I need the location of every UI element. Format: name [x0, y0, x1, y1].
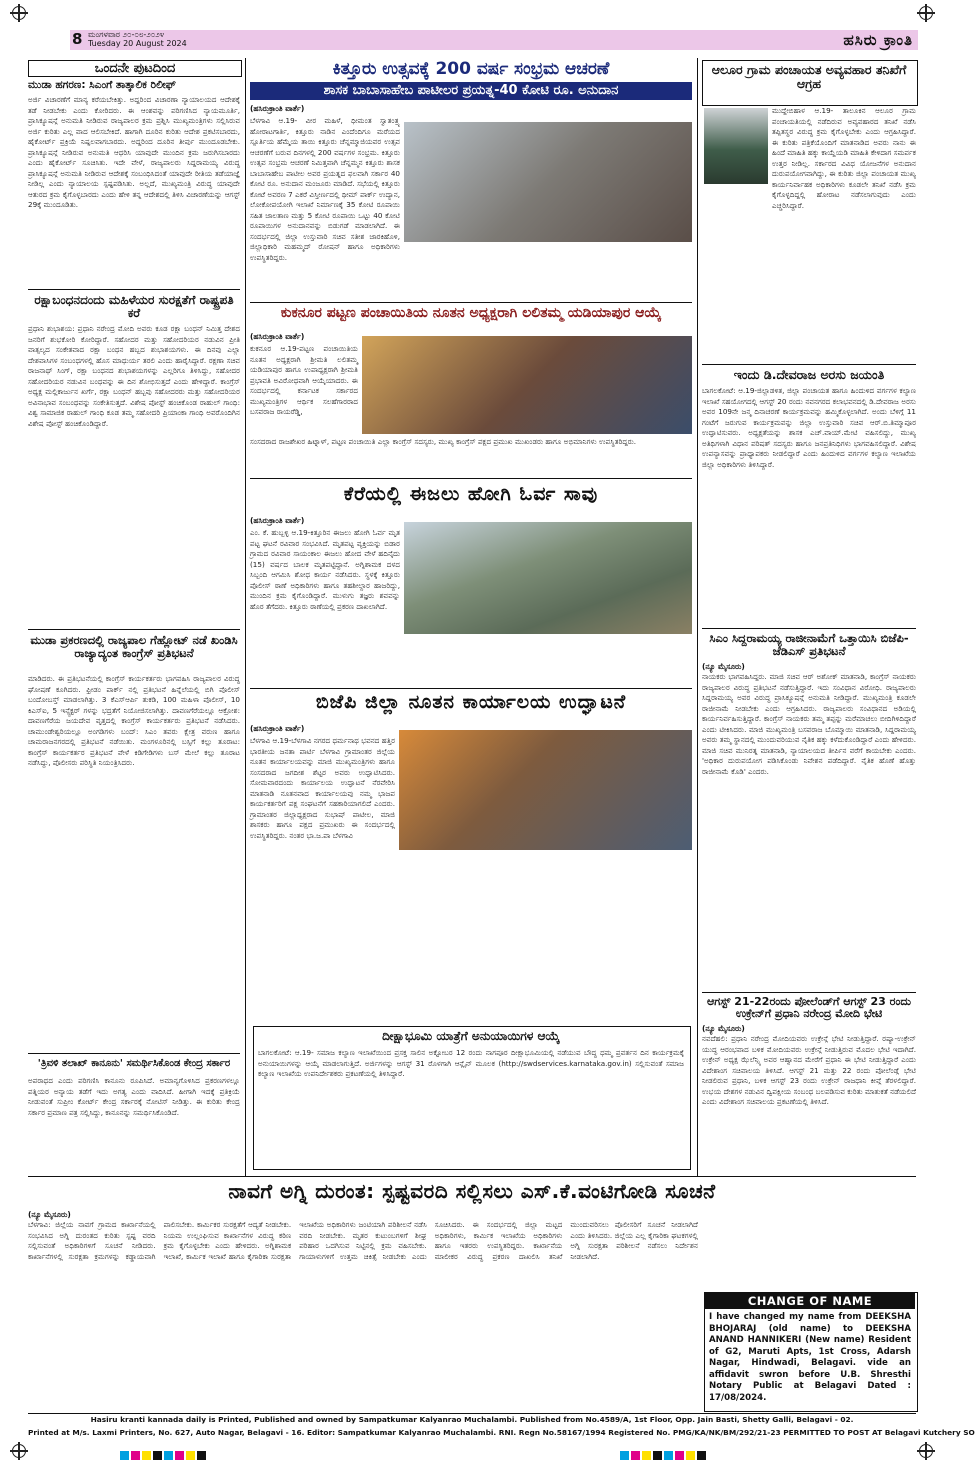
bjp-inauguration-photo — [399, 730, 692, 850]
modi-visit-headline: ಆಗಸ್ಟ್ 21-22ರಂದು ಪೋಲೆಂಡ್‌ಗೆ ಆಗಸ್ಟ್ 23 ರಂದು ಉಕ್ರೇನ್‌ಗೆ ಪ್ರಧಾನಿ ನರೇಂದ್ರ ಮೋದಿ ಭೇಟಿ — [707, 995, 911, 1021]
header-date — [88, 30, 187, 48]
devaraj-text: ಬಾಗಲಕೋಟೆ: ಆ.19-ಜಿಲ್ಲಾಡಳಿತ, ಜಿಲ್ಲಾ ಪಂಚಾಯತ ಹಾಗೂ ಹಿಂದುಳಿದ ವರ್ಗಗಳ ಕಲ್ಯಾಣ ಇಲಾಖೆ ಸಹಯೋಗದಲ್ಲಿ ಆಗಸ್ಟ್ 20 ರಂದು ನವನಗರದ ಕಲಾಭವನದಲ್ಲಿ ಡಿ.ದೇವರಾಜ ಅರಸು ಅವರ 109ನೇ ಜನ್ಮ ದಿನಾಚರಣೆ ಕಾರ್ಯಕ್ರಮವನ್ನು ಹಮ್ಮಿಕೊಳ್ಳಲಾಗಿದೆ. ಅಂದು ಬೆಳಿಗ್ಗೆ 11 ಗಂಟೆಗೆ ಜರುಗುವ ಕಾರ್ಯಕ್ರಮವನ್ನು ಜಿಲ್ಲಾ ಉಸ್ತುವಾರಿ ಸಚಿವ ಆರ್.ಬಿ.ತಿಮ್ಮಾಪೂರ ಉದ್ಘಾಟಿಸುವರು. ಅಧ್ಯಕ್ಷತೆಯನ್ನು ಶಾಸಕ ಎಚ್.ವಾಯ್.ಮೇಟಿ ವಹಿಸಲಿದ್ದು, ಮುಖ್ಯ ಅತಿಥಿಗಳಾಗಿ ವಿಧಾನ ಪರಿಷತ್ ಸದಸ್ಯರು ಹಾಗೂ ಜನಪ್ರತಿನಿಧಿಗಳು ಭಾಗವಹಿಸಲಿದ್ದಾರೆ. ವಿಶೇಷ ಉಪನ್ಯಾಸವನ್ನು ಪ್ರಾಧ್ಯಾಪಕರು ನೀಡಲಿದ್ದಾರೆ ಎಂದು ಹಿಂದುಳಿದ ವರ್ಗಗಳ ಕಲ್ಯಾಣ ಇಲಾಖೆಯ ಜಿಲ್ಲಾ ಅಧಿಕಾರಿಗಳು ತಿಳಿಸಿದ್ದಾರೆ. — [702, 386, 916, 469]
divider — [702, 628, 916, 629]
kittur-meeting-photo — [404, 122, 692, 242]
story4-text: ಅಪರಾಧದ ಎಂದು ಪರಿಗಣಿಸಿ ಕಾನೂನು ರೂಪಿಸಿದೆ. ಅಮಾನ್ಯಗೊಳಿಸಿದ ಪ್ರಕರಣಗಳಲ್ಲೂ ಪತ್ನಿಯರ ಅನ್ಯಾಯ ತಡೆಗೆ ಇದು ಅಗತ್ಯ ಎಂದು ವಾದಿಸಿದೆ. ಹೀಗಾಗಿ ಇದಕ್ಕೆ ಪ್ರತಿಕ್ರಿಯೆ ನೀಡುವಂತೆ ಸುಪ್ರೀಂ ಕೋರ್ಟ್ ಕೇಂದ್ರ ಸರ್ಕಾರಕ್ಕೆ ನೋಟಿಸ್ ನೀಡಿತ್ತು. ಈ ಕುರಿತು ಕೇಂದ್ರ ಸರ್ಕಾರ ಪ್ರಮಾಣ ಪತ್ರ ಸಲ್ಲಿಸಿದ್ದು, ಕಾನೂನನ್ನು ಸಮರ್ಥಿಸಿಕೊಂಡಿದೆ. — [28, 1076, 240, 1117]
drowning-headline: ಕೆರೆಯಲ್ಲಿ ಈಜಲು ಹೋಗಿ ಓರ್ವ ಸಾವು — [343, 483, 599, 505]
deeksha-text: ಬಾಗಲಕೋಟೆ: ಆ.19- ಸಮಾಜ ಕಲ್ಯಾಣ ಇಲಾಖೆಯಿಂದ ಪ್ರಸಕ್ತ ಸಾಲಿನ ಅಕ್ಟೋಬರ 12 ರಂದು ನಾಗಪೂರ ದೀಕ್ಷಾಭೂಮಿಯಲ್ಲಿ ನಡೆಯುವ ಬೌದ್ಧ ಧಮ್ಮ ಪ್ರವರ್ತನ ದಿನ ಕಾರ್ಯಕ್ರಮಕ್ಕೆ ಅನುಯಾಯಿಗಳನ್ನು ಆಯ್ಕೆ ಮಾಡಲಾಗುತ್ತಿದೆ. ಅರ್ಜಿಗಳನ್ನು ಆಗಸ್ಟ್ 31 ರೊಳಗಾಗಿ ಆನ್ಲೈನ್ ಮೂಲಕ (http://swdservices.karnataka.gov.in) ಸಲ್ಲಿಸುವಂತೆ ಸಮಾಜ ಕಲ್ಯಾಣ ಇಲಾಖೆಯ ಉಪನಿರ್ದೇಶಕರು ಪ್ರಕಟಣೆಯಲ್ಲಿ ತಿಳಿಸಿದ್ದಾರೆ. — [258, 1048, 684, 1078]
nagara-text: ಬೆಳಗಾವಿ: ಜಿಲ್ಲೆಯ ನಾವಗೆ ಗ್ರಾಮದ ಕಾರ್ಖಾನೆಯಲ್ಲಿ ಸಂಭವಿಸಿದ ಅಗ್ನಿ ದುರಂತದ ಕುರಿತು ಸ್ಪಷ್ಟ ವರದಿ ಸಲ್ಲಿಸುವಂತೆ ಅಧಿಕಾರಿಗಳಿಗೆ ಸೂಚನೆ ನೀಡಿದರು. ಕಾರ್ಖಾನೆಗಳಲ್ಲಿ ಸುರಕ್ಷತಾ ಕ್ರಮಗಳನ್ನು ಕಡ್ಡಾಯವಾಗಿ ಪಾಲಿಸಬೇಕು. ಕಾರ್ಮಿಕರ ಸುರಕ್ಷತೆಗೆ ಆದ್ಯತೆ ನೀಡಬೇಕು. ನಿಯಮ ಉಲ್ಲಂಘಿಸುವ ಕಾರ್ಖಾನೆಗಳ ವಿರುದ್ಧ ಕಠಿಣ ಕ್ರಮ ಕೈಗೊಳ್ಳಬೇಕು ಎಂದು ಹೇಳಿದರು. ಅಗ್ನಿಶಾಮಕ ಇಲಾಖೆ, ಕಾರ್ಮಿಕ ಇಲಾಖೆ ಹಾಗೂ ಕೈಗಾರಿಕಾ ಸುರಕ್ಷತಾ ಇಲಾಖೆಯ ಅಧಿಕಾರಿಗಳು ಜಂಟಿಯಾಗಿ ಪರಿಶೀಲನೆ ನಡೆಸಿ ವರದಿ ನೀಡಬೇಕು. ಮೃತರ ಕುಟುಂಬಗಳಿಗೆ ಶೀಘ್ರ ಪರಿಹಾರ ಒದಗಿಸುವ ನಿಟ್ಟಿನಲ್ಲಿ ಕ್ರಮ ವಹಿಸಬೇಕು. ಗಾಯಾಳುಗಳಿಗೆ ಉತ್ತಮ ಚಿಕಿತ್ಸೆ ನೀಡಬೇಕು ಎಂದು ಸೂಚಿಸಿದರು. ಈ ಸಂದರ್ಭದಲ್ಲಿ ಜಿಲ್ಲಾ ಮಟ್ಟದ ಅಧಿಕಾರಿಗಳು, ಕಾರ್ಮಿಕ ಇಲಾಖೆಯ ಅಧಿಕಾರಿಗಳು ಹಾಗೂ ಇತರರು ಉಪಸ್ಥಿತರಿದ್ದರು. ಕಾರ್ಖಾನೆಯ ಮಾಲೀಕರ ವಿರುದ್ಧ ಪ್ರಕರಣ ದಾಖಲಿಸಿ ತನಿಖೆ ಮುಂದುವರಿಸಲು ಪೊಲೀಸರಿಗೆ ಸೂಚನೆ ನೀಡಲಾಗಿದೆ ಎಂದು ತಿಳಿಸಿದರು. ಜಿಲ್ಲೆಯ ಎಲ್ಲ ಕೈಗಾರಿಕಾ ಘಟಕಗಳಲ್ಲಿ ಅಗ್ನಿ ಸುರಕ್ಷತಾ ಪರಿಶೀಲನೆ ನಡೆಸಲು ನಿರ್ದೇಶನ ನೀಡಲಾಗಿದೆ. — [28, 1220, 698, 1261]
footer-line-1: Hasiru kranti kannada daily is Printed, Published and owned by Sampatkumar Kalyanrao Muchalambi. Published from No.4589/A, 1st Floor, Opp. Jain Basti, Shetty Galli, Belagavi - 02. — [90, 1415, 854, 1424]
change-of-name-body: I have changed my name from DEEKSHA BHOJARAJ (old name) to DEEKSHA ANAND HANNIKERI (New name) Resident of G2, Maruti Apts, 1st Cross, Adarsh Nagar, Hindwadi, Belagavi. vide an affidavit swron before U.B. Shresthi Notary Public at Belagavi Dated : 17/08/2024. — [709, 1312, 911, 1403]
bjp-office-headline: ಬಿಜೆಪಿ ಜಿಲ್ಲಾ ನೂತನ ಕಾರ್ಯಾಲಯ ಉದ್ಘಾಟನೆ — [315, 691, 627, 713]
cm-resign-byline: (ನ್ಯೂ ಮೈಸೂರು) — [702, 662, 745, 671]
story4-headline: 'ತ್ರಿವಳಿ ತಲಾಖ್ ಕಾನೂನು' ಸಮರ್ಥಿಸಿಕೊಂಡ ಕೇಂದ್ರ ಸರ್ಕಾರ — [37, 1058, 231, 1069]
bjp-office-byline: (ಹಸಿರುಕ್ರಾಂತಿ ವಾರ್ತೆ) — [250, 724, 305, 733]
aloor-portrait-photo — [704, 108, 768, 184]
cm-resign-text: ನಾಯಕರು ಭಾಗವಹಿಸಿದ್ದರು. ಮಾಜಿ ಸಚಿವ ಆರ್ ಅಶೋಕ್ ಮಾತನಾಡಿ, ಕಾಂಗ್ರೆಸ್ ನಾಯಕರು ರಾಜ್ಯಪಾಲರ ವಿರುದ್ಧ ಪ್ರತಿಭಟನೆ ನಡೆಸುತ್ತಿದ್ದಾರೆ. ಇದು ಸಂವಿಧಾನ ವಿರೋಧಿ. ರಾಜ್ಯಪಾಲರು ಸಿದ್ದರಾಮಯ್ಯ ಅವರ ವಿರುದ್ಧ ಪ್ರಾಸಿಕ್ಯೂಷನ್ಗೆ ಅನುಮತಿ ನೀಡಿದ್ದಾರೆ. ಮುಖ್ಯಮಂತ್ರಿ ಕೂಡಲೇ ರಾಜೀನಾಮೆ ನೀಡಬೇಕು ಎಂದು ಆಗ್ರಹಿಸಿದರು. ರಾಜ್ಯಪಾಲರು ಸಂವಿಧಾನದ ಅಡಿಯಲ್ಲಿ ಕಾರ್ಯನಿರ್ವಹಿಸುತ್ತಿದ್ದಾರೆ. ಕಾಂಗ್ರೆಸ್ ನಾಯಕರು ತಮ್ಮ ತಪ್ಪನ್ನು ಮರೆಮಾಚಲು ಬೀದಿಗಿಳಿದಿದ್ದಾರೆ ಎಂದು ಟೀಕಿಸಿದರು. ಮಾಜಿ ಮುಖ್ಯಮಂತ್ರಿ ಬಸವರಾಜ ಬೊಮ್ಮಾಯಿ ಮಾತನಾಡಿ, ಸಿದ್ದರಾಮಯ್ಯ ಅವರು ತಮ್ಮ ಸ್ಥಾನದಲ್ಲಿ ಮುಂದುವರಿಯುವ ನೈತಿಕ ಹಕ್ಕು ಕಳೆದುಕೊಂಡಿದ್ದಾರೆ ಎಂದು ಹೇಳಿದರು. ಮಾಜಿ ಸಚಿವ ಮುನಿರತ್ನ ಮಾತನಾಡಿ, ನ್ಯಾಯಾಲಯದ ತೀರ್ಪಿನ ವರೆಗೆ ಕಾಯಬೇಕು ಎಂದರು. 'ಅಧಿಕಾರ ದುರುಪಯೋಗ ಪಡಿಸಿಕೊಂಡು ನಿವೇಶನ ಪಡೆದಿದ್ದಾರೆ. ನೈತಿಕ ಹೊಣೆ ಹೊತ್ತು ರಾಜೀನಾಮೆ ಕೊಡಿ' ಎಂದರು. — [702, 672, 916, 776]
story2-headline: ರಕ್ಷಾಬಂಧನದಂದು ಮಹಿಳೆಯರ ಸುರಕ್ಷತೆಗೆ ರಾಷ್ಟ್ರಪತಿ ಕರೆ — [34, 293, 234, 321]
divider — [28, 1413, 916, 1414]
registration-mark-top-left — [12, 6, 26, 20]
modi-visit-text: ನವದೆಹಲಿ: ಪ್ರಧಾನಿ ನರೇಂದ್ರ ಮೋದಿಯವರು ಉಕ್ರೇನ್ಗೆ ಭೇಟಿ ನೀಡುತ್ತಿದ್ದಾರೆ. ರಷ್ಯಾ-ಉಕ್ರೇನ್ ಯುದ್ಧ ಆರಂಭವಾದ ಬಳಿಕ ಮೋದಿಯವರು ಉಕ್ರೇನ್ಗೆ ನೀಡುತ್ತಿರುವ ಮೊದಲ ಭೇಟಿ ಇದಾಗಿದೆ. ಉಕ್ರೇನ್ ಅಧ್ಯಕ್ಷ ಝೆಲೆನ್ಸ್ಕಿ ಅವರ ಆಹ್ವಾನದ ಮೇರೆಗೆ ಪ್ರಧಾನಿ ಈ ಭೇಟಿ ನೀಡುತ್ತಿದ್ದಾರೆ ಎಂದು ವಿದೇಶಾಂಗ ಸಚಿವಾಲಯ ತಿಳಿಸಿದೆ. ಆಗಸ್ಟ್ 21 ಮತ್ತು 22 ರಂದು ಪೋಲೆಂಡ್ಗೆ ಭೇಟಿ ನೀಡಲಿರುವ ಪ್ರಧಾನಿ, ಬಳಿಕ ಆಗಸ್ಟ್ 23 ರಂದು ಉಕ್ರೇನ್ ರಾಜಧಾನಿ ಕೀವ್ಗೆ ತೆರಳಲಿದ್ದಾರೆ. ಉಭಯ ದೇಶಗಳ ನಡುವಿನ ದ್ವಿಪಕ್ಷೀಯ ಸಂಬಂಧ ಬಲಪಡಿಸುವ ಕುರಿತು ಮಾತುಕತೆ ನಡೆಯಲಿದೆ ಎಂದು ವಿದೇಶಾಂಗ ಸಚಿವಾಲಯ ಪ್ರಕಟಣೆಯಲ್ಲಿ ತಿಳಿಸಿದೆ. — [702, 1034, 916, 1106]
kuknoor-headline: ಕುಕನೂರ ಪಟ್ಟಣ ಪಂಚಾಯಿತಿಯ ನೂತನ ಅಧ್ಯಕ್ಷರಾಗಿ ಲಲಿತಮ್ಮ ಯಡಿಯಾಪುರ ಆಯ್ಕೆ — [280, 305, 662, 321]
bjp-office-text-continued — [399, 854, 692, 1024]
kuknoor-group-photo — [362, 336, 692, 434]
story1-text: ಅರ್ಜಿ ವಿಚಾರಣೆಗೆ ಮಾನ್ಯ ಕರೆಯಬೇಕಿತ್ತು. ಅದ್ದರಿಂದ ವಿಚಾರಣಾ ನ್ಯಾಯಾಲಯದ ಆದೇಶಕ್ಕೆ ತಡೆ ನೀಡಬೇಕು ಎಂದು ಕೋರಿದರು. ಈ ಆಂಶವನ್ನು ಪರಿಗಣಿಸಿದ ನ್ಯಾಯಮೂರ್ತಿ, ಪ್ರಾಸಿಕ್ಯೂಷನ್ಗೆ ಅನುಮತಿ ನೀಡಿರುವ ರಾಜ್ಯಪಾಲರ ಕ್ರಮ ಪ್ರಶ್ನಿಸಿ ಮುಖ್ಯಮಂತ್ರಿಗಳು ಸಲ್ಲಿಸಿರುವ ಅರ್ಜಿ ಕುರಿತು ಎಲ್ಲ ವಾದ ಆಲಿಸಬೇಕಿದೆ. ಹಾಗಾಗಿ ದೂರಿನ ಕುರಿತು ಆದೇಶ ಪ್ರಕಟಿಸಬಾರದು, ಹೈಕೋರ್ಟ್ ಪ್ರಕ್ರಿಯೆ ನಿಷ್ಪಲವಾಗಬಾರದು. ಅದ್ದರಿಂದ ದೂರಿನ ತೀರ್ಪು ಮುಂದೂಡಬೇಕು. ಪ್ರಾಸಿಕ್ಯೂಷನ್ಗೆ ನೀಡಿರುವ ಅನುಮತಿ ಆಧರಿಸಿ ಯಾವುದೇ ಮುಂದಿನ ಕ್ರಮ ಜರುಗಿಸಬಾರದು ಎಂದು ಹೈಕೋರ್ಟ್ ಸೂಚಿಸಿತು. ಇದೇ ವೇಳೆ, ರಾಜ್ಯಪಾಲರು ಸಿದ್ದರಾಮಯ್ಯ ವಿರುದ್ಧ ಪ್ರಾಸಿಕ್ಯೂಷನ್ಗೆ ಅನುಮತಿ ನೀಡಿರುವ ಆದೇಶಕ್ಕೆ ಸಂಬಂಧಿಸಿದಂತೆ ಯಾವುದೇ ರೀತಿಯ ತಡೆಯಾಜ್ಞೆ ನೀಡಿಲ್ಲ ಎಂದು ನ್ಯಾಯಾಲಯ ಸ್ಪಷ್ಟಪಡಿಸಿತು. ಅಲ್ಲದೆ, ಮುಖ್ಯಮಂತ್ರಿ ವಿರುದ್ಧ ಯಾವುದೇ ಆತುರದ ಕ್ರಮ ಕೈಗೊಳ್ಳಬಾರದು ಎಂದು ಹೇಳಿ ತನ್ನ ಆದೇಶದಲ್ಲಿ ತಿಳಿಸಿ ವಿಚಾರಣೆಯನ್ನು ಆಗಸ್ಟ್ 29ಕ್ಕೆ ಮುಂದೂಡಿತು. — [28, 95, 240, 209]
kittur-text: ಬೆಳಗಾವಿ ಆ.19- ವೀರ ಮಹಿಳೆ, ಧೀಮಂತ ಸ್ವಾತಂತ್ರ್ಯ ಹೋರಾಟಗಾರ್ತಿ, ಕಿತ್ತೂರು ನಾಡಿನ ಎಂದೆಂದಿಗೂ ಮರೆಯದ ಸ್ಪೂರ್ತಿಯ ಹೆಮ್ಮೆಯ ತಾಯಿ ಕಿತ್ತೂರು ಚೆನ್ನಮ್ಮಾಜಿಯವರ ಉತ್ಸವ ಆಚರಣೆಗೆ ಬರುವ ದಿನಗಳಲ್ಲಿ 200 ವರ್ಷಗಳ ಸಂಭ್ರಮ. ಕಿತ್ತೂರು ಉತ್ಸವ ಸಂಭ್ರಮ ಆಚರಣೆ ನಿಮಿತ್ತವಾಗಿ ಚೆನ್ನಮ್ಮನ ಕಿತ್ತೂರು ಶಾಸಕ ಬಾಬಾಸಾಹೇಬ ಪಾಟೀಲ ಅವರ ಪ್ರಯತ್ನದ ಫಲವಾಗಿ ಸರ್ಕಾರ 40 ಕೋಟಿ ರೂ. ಅನುದಾನ ಮಂಜೂರು ಮಾಡಿದೆ. ಸಭೆಯಲ್ಲಿ ಕಿತ್ತೂರು ಕೋಟೆ ಅವರಣ 7 ಎಕರೆ ವಿಸ್ತೀರ್ಣದಲ್ಲಿ ಥೀಮ್ ಪಾರ್ಕ್ ಉದ್ಯಾನ, ಲೋಕೋಪಯೋಗಿ ಇಲಾಖೆ ನಿರ್ಮಾಣಕ್ಕೆ 35 ಕೋಟಿ ರೂಪಾಯಿ ಸಹಿತ ಜಾಲತಾಣ ಮತ್ತು 5 ಕೋಟಿ ರೂಪಾಯಿ ಒಟ್ಟು 40 ಕೋಟಿ ರೂಪಾಯಿಗಳ ಅನುದಾನವನ್ನು ಬಿಡುಗಡೆ ಮಾಡಲಾಗಿದೆ. ಈ ಸಂದರ್ಭದಲ್ಲಿ ಜಿಲ್ಲಾ ಉಸ್ತುವಾರಿ ಸಚಿವ ಸತೀಶ ಜಾರಕಿಹೊಳಿ, ಜಿಲ್ಲಾಧಿಕಾರಿ ಮಹಮ್ಮದ್ ರೋಷನ್ ಹಾಗೂ ಅಧಿಕಾರಿಗಳು ಉಪಸ್ಥಿತರಿದ್ದರು. — [250, 116, 400, 262]
color-calibration-bar — [120, 1445, 320, 1455]
divider — [250, 302, 692, 303]
registration-mark-bottom-right — [919, 1444, 933, 1458]
header-strip — [70, 30, 918, 50]
story1-headline: ಮುಡಾ ಹಗರಣ: ಸಿಎಂಗೆ ತಾತ್ಕಾಲಿಕ ರಿಲೀಫ್ — [28, 79, 176, 91]
kittur-subheadline: ಶಾಸಕ ಬಾಬಾಸಾಹೇಬ ಪಾಟೀಲರ ಪ್ರಯತ್ನ-40 ಕೋಟಿ ರೂ. ಅನುದಾನ — [250, 82, 692, 100]
date-english: Tuesday 20 August 2024 — [88, 39, 187, 48]
color-calibration-bar — [620, 1445, 820, 1455]
aloor-text: ಮುದ್ದೇಬಿಹಾಳ ಆ.19- ತಾಲೂಕಿನ ಆಲೂರ ಗ್ರಾಮ ಪಂಚಾಯತಿಯಲ್ಲಿ ನಡೆದಿರುವ ಅವ್ಯವಹಾರದ ತನಿಖೆ ನಡೆಸಿ ತಪ್ಪಿತಸ್ಥರ ವಿರುದ್ಧ ಕ್ರಮ ಕೈಗೊಳ್ಳಬೇಕು ಎಂದು ಆಗ್ರಹಿಸಿದ್ದಾರೆ. ಈ ಕುರಿತು ಪತ್ರಿಕೆಯೊಂದಿಗೆ ಮಾತನಾಡಿದ ಅವರು ನಾನು ಈ ಹಿಂದೆ ಮಾಹಿತಿ ಹಕ್ಕು ಕಾಯ್ದೆಯಡಿ ಮಾಹಿತಿ ಕೇಳಿದಾಗ ಸಮರ್ಪಕ ಉತ್ತರ ನೀಡಿಲ್ಲ. ಸರ್ಕಾರದ ವಿವಿಧ ಯೋಜನೆಗಳ ಅನುದಾನ ದುರುಪಯೋಗವಾಗಿದ್ದು, ಈ ಕುರಿತು ಜಿಲ್ಲಾ ಪಂಚಾಯತ ಮುಖ್ಯ ಕಾರ್ಯನಿರ್ವಾಹಕ ಅಧಿಕಾರಿಗಳು ಕೂಡಲೇ ತನಿಖೆ ನಡೆಸಿ ಕ್ರಮ ಕೈಗೊಳ್ಳದಿದ್ದಲ್ಲಿ ಹೋರಾಟ ನಡೆಸಲಾಗುವುದು ಎಂದು ಎಚ್ಚರಿಸಿದ್ದಾರೆ. — [772, 106, 916, 210]
aloor-text-continued — [702, 188, 916, 360]
story3-headline: ಮುಡಾ ಪ್ರಕರಣದಲ್ಲಿ ರಾಜ್ಯಪಾಲ ಗೆಹ್ಲೋಟ್ ನಡೆ ಖಂಡಿಸಿ ರಾಜ್ಯಾದ್ಯಂತ ಕಾಂಗ್ರೆಸ್ ಪ್ರತಿಭಟನೆ — [30, 633, 238, 660]
nagara-byline: (ನ್ಯೂ ಮೈಸೂರು) — [28, 1210, 71, 1219]
divider — [28, 1053, 240, 1054]
column-rule — [697, 58, 698, 1176]
modi-visit-byline: (ನ್ಯೂ ಮೈಸೂರು) — [702, 1024, 745, 1033]
divider — [28, 1176, 916, 1177]
divider — [702, 992, 916, 993]
kittur-byline: (ಹಸಿರುಕ್ರಾಂತಿ ವಾರ್ತೆ) — [250, 104, 305, 113]
date-kannada: ಮಂಗಳವಾರ ೨೦-೦೮-೨೦೨೪ — [88, 30, 165, 39]
story2-text: ಪ್ರಧಾನಿ ಶುಭಾಶಯ: ಪ್ರಧಾನಿ ನರೇಂದ್ರ ಮೋದಿ ಅವರು ಕೂಡ ರಕ್ಷಾ ಬಂಧನ್ ನಿಮಿತ್ತ ದೇಶದ ಜನರಿಗೆ ಶುಭಕೋರಿ ಕೋರಿದ್ದಾರೆ. ಸಹೋದರ ಮತ್ತು ಸಹೋದರಿಯರ ನಡುವಿನ ಪ್ರೀತಿ ವಾತ್ಸಲ್ಯದ ಸಂಕೇತವಾದ ರಕ್ಷಾ ಬಂಧನ ಹಬ್ಬದ ಶುಭಾಶಯಗಳು. ಈ ದಿನವು ಎಲ್ಲಾ ದೇಶವಾಸಿಗಳ ಸಂಬಂಧಗಳಲ್ಲಿ ಹೊಸ ಮಾಧುರ್ಯ ತರಲಿ ಎಂದು ಹಾರೈಸಿದ್ದಾರೆ. ರಕ್ಷಣಾ ಸಚಿವ ರಾಜನಾಥ್ ಸಿಂಗ್, ರಕ್ಷಾ ಬಂಧನದ ಶುಭಾಶಯಗಳನ್ನು ಎಲ್ಲರಿಗೂ ತಿಳಿಸಿದ್ದು, ಸಹೋದರ ಸಹೋದರಿಯರ ನಡುವಿನ ಬಂಧವನ್ನು ಈ ದಿನ ಶೋಭಿಸುತ್ತದೆ ಎಂದು ಹೇಳಿದ್ದಾರೆ. ಕಾಂಗ್ರೆಸ್ ಅಧ್ಯಕ್ಷ ಮಲ್ಲಿಕಾರ್ಜುನ ಖರ್ಗೆ, ರಕ್ಷಾ ಬಂಧನ್ ಹಬ್ಬವು ಸಹೋದರರು ಮತ್ತು ಸಹೋದರಿಯರ ಅವಿನಾಭಾವ ಸಂಬಂಧವನ್ನು ಸಂಕೇತಿಸುತ್ತದೆ. ವಿಶೇಷ ಪೋಸ್ಟ್ ಹಂಚಿಕೊಂಡ ರಾಹುಲ್ ಗಾಂಧಿ: ವಿಶ್ವ ಸಾಮಾಜಿಕ ರಾಹುಲ್ ಗಾಂಧಿ ಕೂಡ ತಮ್ಮ ಸಹೋದರಿ ಪ್ರಿಯಾಂಕಾ ಗಾಂಧಿ ಅವರೊಂದಿಗಿನ ವಿಶೇಷ ಪೋಸ್ಟ್ ಹಂಚಿಕೊಂಡಿದ್ದಾರೆ. — [28, 324, 240, 428]
section-title: ಒಂದನೇ ಪುಟದಿಂದ — [28, 60, 242, 77]
divider — [250, 688, 692, 689]
divider — [28, 629, 240, 630]
aloor-headline: ಆಲೂರ ಗ್ರಾಮ ಪಂಚಾಯತ ಅವ್ಯವಹಾರ ತನಿಖೆಗೆ ಆಗ್ರಹ — [711, 62, 907, 91]
divider — [250, 478, 692, 479]
nagara-headline: ನಾವಗೆ ಅಗ್ನಿ ದುರಂತ: ಸ್ಪಷ್ಟವರದಿ ಸಲ್ಲಿಸಲು ಎಸ್.ಕೆ.ವಂಟಿಗೋಡಿ ಸೂಚನೆ — [228, 1179, 716, 1203]
footer-line-2: Printed at M/s. Laxmi Printers, No. 627, Auto Nagar, Belagavi - 16. Editor: Sampatkumar Kalyanrao Muchalambi. RNI. Regn No.58167/1994 Registered No. PMG/KA/NK/BM/292/21-23 PERMITTED TO POST AT Belagavi Kutchery SO — [28, 1428, 975, 1437]
drowning-byline: (ಹಸಿರುಕ್ರಾಂತಿ ವಾರ್ತೆ) — [250, 516, 305, 525]
kittur-text-continued — [250, 244, 692, 300]
cm-resign-headline: ಸಿಎಂ ಸಿದ್ದರಾಮಯ್ಯ ರಾಜೀನಾಮೆಗೆ ಒತ್ತಾಯಿಸಿ ಬಿಜೆಪಿ-ಜೆಡಿಎಸ್ ಪ್ರತಿಭಟನೆ — [709, 631, 909, 658]
kuknoor-text: ಕುಕನೂರ ಆ.19-ಪಟ್ಟಣ ಪಂಚಾಯಿತಿಯ ನೂತನ ಅಧ್ಯಕ್ಷರಾಗಿ ಶ್ರೀಮತಿ ಲಲಿತಮ್ಮ ಯಡಿಯಾಪುರ ಹಾಗೂ ಉಪಾಧ್ಯಕ್ಷರಾಗಿ ಶ್ರೀಮತಿ ಪ್ರಭಾವತಿ ಅವಿರೋಧವಾಗಿ ಆಯ್ಕೆಯಾದರು. ಈ ಸಂದರ್ಭದಲ್ಲಿ ಕರ್ನಾಟಕ ಸರ್ಕಾರದ ಮುಖ್ಯಮಂತ್ರಿಗಳ ಆರ್ಥಿಕ ಸಲಹೆಗಾರರಾದ ಬಸವರಾಜ ರಾಯರೆಡ್ಡಿ, — [250, 344, 358, 416]
devaraj-headline: ಇಂದು ಡಿ.ದೇವರಾಜ ಅರಸು ಜಯಂತಿ — [733, 367, 885, 382]
registration-mark-bottom-left — [12, 1444, 26, 1458]
divider — [702, 364, 916, 365]
bjp-office-text: ಬೆಳಗಾವಿ ಆ.19-ಬೆಳಗಾವಿ ನಗರದ ಧರ್ಮನಾಥ ಭವನದ ಹತ್ತಿರ ಭಾರತೀಯ ಜನತಾ ಪಾರ್ಟಿ ಬೆಳಗಾವಿ ಗ್ರಾಮಾಂತರ ಜಿಲ್ಲೆಯ ನೂತನ ಕಾರ್ಯಾಲಯವನ್ನು ಮಾಜಿ ಮುಖ್ಯಮಂತ್ರಿಗಳು ಹಾಗೂ ಸಂಸದರಾದ ಜಗದೀಶ ಶೆಟ್ಟರ ಅವರು ಉದ್ಘಾಟಿಸಿದರು. ಸೋಮವಾರದಂದು ಕಾರ್ಯಾಲಯ ಉದ್ಘಾಟನೆ ನೆರವೇರಿಸಿ ಮಾತನಾಡಿ ನೂತನವಾದ ಕಾರ್ಯಾಲಯವು ನಮ್ಮ ಭಾಜಪ ಕಾರ್ಯಕರ್ತರಿಗೆ ಪಕ್ಷ ಸಂಘಟನೆಗೆ ಸಹಕಾರಿಯಾಗಲಿದೆ ಎಂದರು. ಗ್ರಾಮಾಂತರ ಜಿಲ್ಲಾಧ್ಯಕ್ಷರಾದ ಸುಭಾಷ್ ಪಾಟೀಲ, ಮಾಜಿ ಶಾಸಕರು ಹಾಗೂ ಪಕ್ಷದ ಪ್ರಮುಖರು ಈ ಸಂದರ್ಭದಲ್ಲಿ ಉಪಸ್ಥಿತರಿದ್ದರು. ನಂತರ ಭಾ.ಜ.ಪಾ ಬೆಳಗಾವಿ — [250, 736, 395, 840]
story3-text: ಮಾಡಿದರು. ಈ ಪ್ರತಿಭಟನೆಯಲ್ಲಿ ಕಾಂಗ್ರೆಸ್ ಕಾರ್ಯಕರ್ತರು ಭಾಗವಹಿಸಿ ರಾಜ್ಯಪಾಲರ ವಿರುದ್ಧ ಘೋಷಣೆ ಕೂಗಿದರು. ಫ್ರೀಡಂ ಪಾರ್ಕ್ ನಲ್ಲಿ ಪ್ರತಿಭಟನೆ ಹಿನ್ನೆಲೆಯಲ್ಲಿ ಬಿಗಿ ಪೊಲೀಸ್ ಬಂದೋಬಸ್ತ್ ಮಾಡಲಾಗಿತ್ತು. 3 ಕೆಎಸ್ಆರ್ಪಿ ತುಕಡಿ, 100 ಮಹಿಳಾ ಪೊಲೀಸ್, 10 ಕಿಎಸ್ಐ, 5 ಇನ್ಸ್ಪೆಕ್ಟರ್ ಗಳನ್ನು ಭದ್ರತೆಗೆ ನಿಯೋಜಿಸಲಾಗಿತ್ತು. ದಾವಣಗೆರೆಯಲ್ಲೂ ಆಕ್ರೋಶ: ದಾವಣಗೆರೆಯ ಜಯದೇವ ವೃತ್ತದಲ್ಲಿ ಕಾಂಗ್ರೆಸ್ ಕಾರ್ಯಕರ್ತರು ಪ್ರತಿಭಟನೆ ನಡೆಸಿದರು. ಚಾಮುಂಡೇಶ್ವರಿಯಲ್ಲೂ ಅಂಗಡಿಗಳು ಬಂದ್: ಸಿಎಂ ತವರು ಕ್ಷೇತ್ರ ವರುಣ ಹಾಗೂ ಚಾಮರಾಜನಗರದಲ್ಲಿ ಪ್ರತಿಭಟನೆ ನಡೆಯಿತು. ಮಂಗಳೂರಿನಲ್ಲಿ ಬಸ್ಸಿಗೆ ಕಲ್ಲು ತೂರಾಟ: ಕಾಂಗ್ರೆಸ್ ಕಾರ್ಯಕರ್ತರ ಪ್ರತಿಭಟನೆ ವೇಳೆ ಕಿಡಿಗೇಡಿಗಳು ಬಸ್ ಮೇಲೆ ಕಲ್ಲು ತೂರಾಟ ನಡೆಸಿದ್ದು, ಪೊಲೀಸರು ಪರಿಸ್ಥಿತಿ ನಿಯಂತ್ರಿಸಿದರು. — [28, 674, 240, 767]
divider — [28, 289, 240, 290]
paper-title: ಹಸಿರು ಕ್ರಾಂತಿ — [843, 31, 913, 49]
deeksha-headline: ದೀಕ್ಷಾಭೂಮಿ ಯಾತ್ರೆಗೆ ಅನುಯಾಯಿಗಳ ಆಯ್ಕೆ — [382, 1029, 560, 1043]
drowning-text: ಎಂ. ಕೆ. ಹುಬ್ಬಳ್ಳಿ ಆ.19-ಕಿತ್ತೂರಿನ ಈಜಲು ಹೋಗಿ ಓರ್ವ ಮೃತ ಪಟ್ಟ ಘಟನೆ ರವಿವಾರ ಸಂಭವಿಸಿದೆ. ಮೃತಪಟ್ಟ ವ್ಯಕ್ತಿಯನ್ನು ಬಿಡಾರ ಗ್ರಾಮದ ರವಿವಾರ ಸಾಯಂಕಾಲ ಈಜಲು ಹೋದ ವೇಳೆ ಹದಿನೈದು (15) ವರ್ಷದ ಬಾಲಕ ಮೃತಪಟ್ಟಿದ್ದಾನೆ. ಅಗ್ನಿಶಾಮಕ ದಳದ ಸಿಬ್ಬಂದಿ ಆಗಮಿಸಿ ಶೋಧ ಕಾರ್ಯ ನಡೆಸಿದರು. ಸ್ಥಳಕ್ಕೆ ಕಿತ್ತೂರು ಪೊಲೀಸ್ ಠಾಣೆ ಅಧಿಕಾರಿಗಳು ಹಾಗೂ ತಹಶೀಲ್ದಾರ ಹಾಜರಿದ್ದು, ಮುಂದಿನ ಕ್ರಮ ಕೈಗೊಂಡಿದ್ದಾರೆ. ಮುಳುಗು ತಜ್ಞರು ಶವವನ್ನು ಹೊರ ತೆಗೆದರು. ಕಿತ್ತೂರು ಠಾಣೆಯಲ್ಲಿ ಪ್ರಕರಣ ದಾಖಲಾಗಿದೆ. — [250, 528, 400, 611]
registration-mark-top-right — [919, 6, 933, 20]
change-of-name-title: CHANGE OF NAME — [705, 1293, 915, 1309]
page-number: 8 — [72, 30, 83, 48]
lake-rescue-photo — [404, 522, 692, 634]
kuknoor-byline: (ಹಸಿರುಕ್ರಾಂತಿ ವಾರ್ತೆ) — [250, 332, 305, 341]
drowning-text-continued — [250, 658, 692, 686]
kuknoor-caption: ಸಂಸದರಾದ ರಾಜಶೇಖರ ಹಿಟ್ನಾಳ್, ಪಟ್ಟಣ ಪಂಚಾಯಿತಿ ಎಲ್ಲಾ ಕಾಂಗ್ರೆಸ್ ಸದಸ್ಯರು, ಮುಖ್ಯ ಕಾಂಗ್ರೆಸ್ ಪಕ್ಷದ ಪ್ರಮುಖ ಮುಖಂಡರು ಹಾಗೂ ಅಭಿಮಾನಿಗಳು ಉಪಸ್ಥಿತರಿದ್ದರು. — [250, 437, 637, 446]
column-rule — [245, 58, 246, 1176]
kittur-headline: ಕಿತ್ತೂರು ಉತ್ಸವಕ್ಕೆ 200 ವರ್ಷ ಸಂಭ್ರಮ ಆಚರಣೆ — [332, 59, 610, 79]
